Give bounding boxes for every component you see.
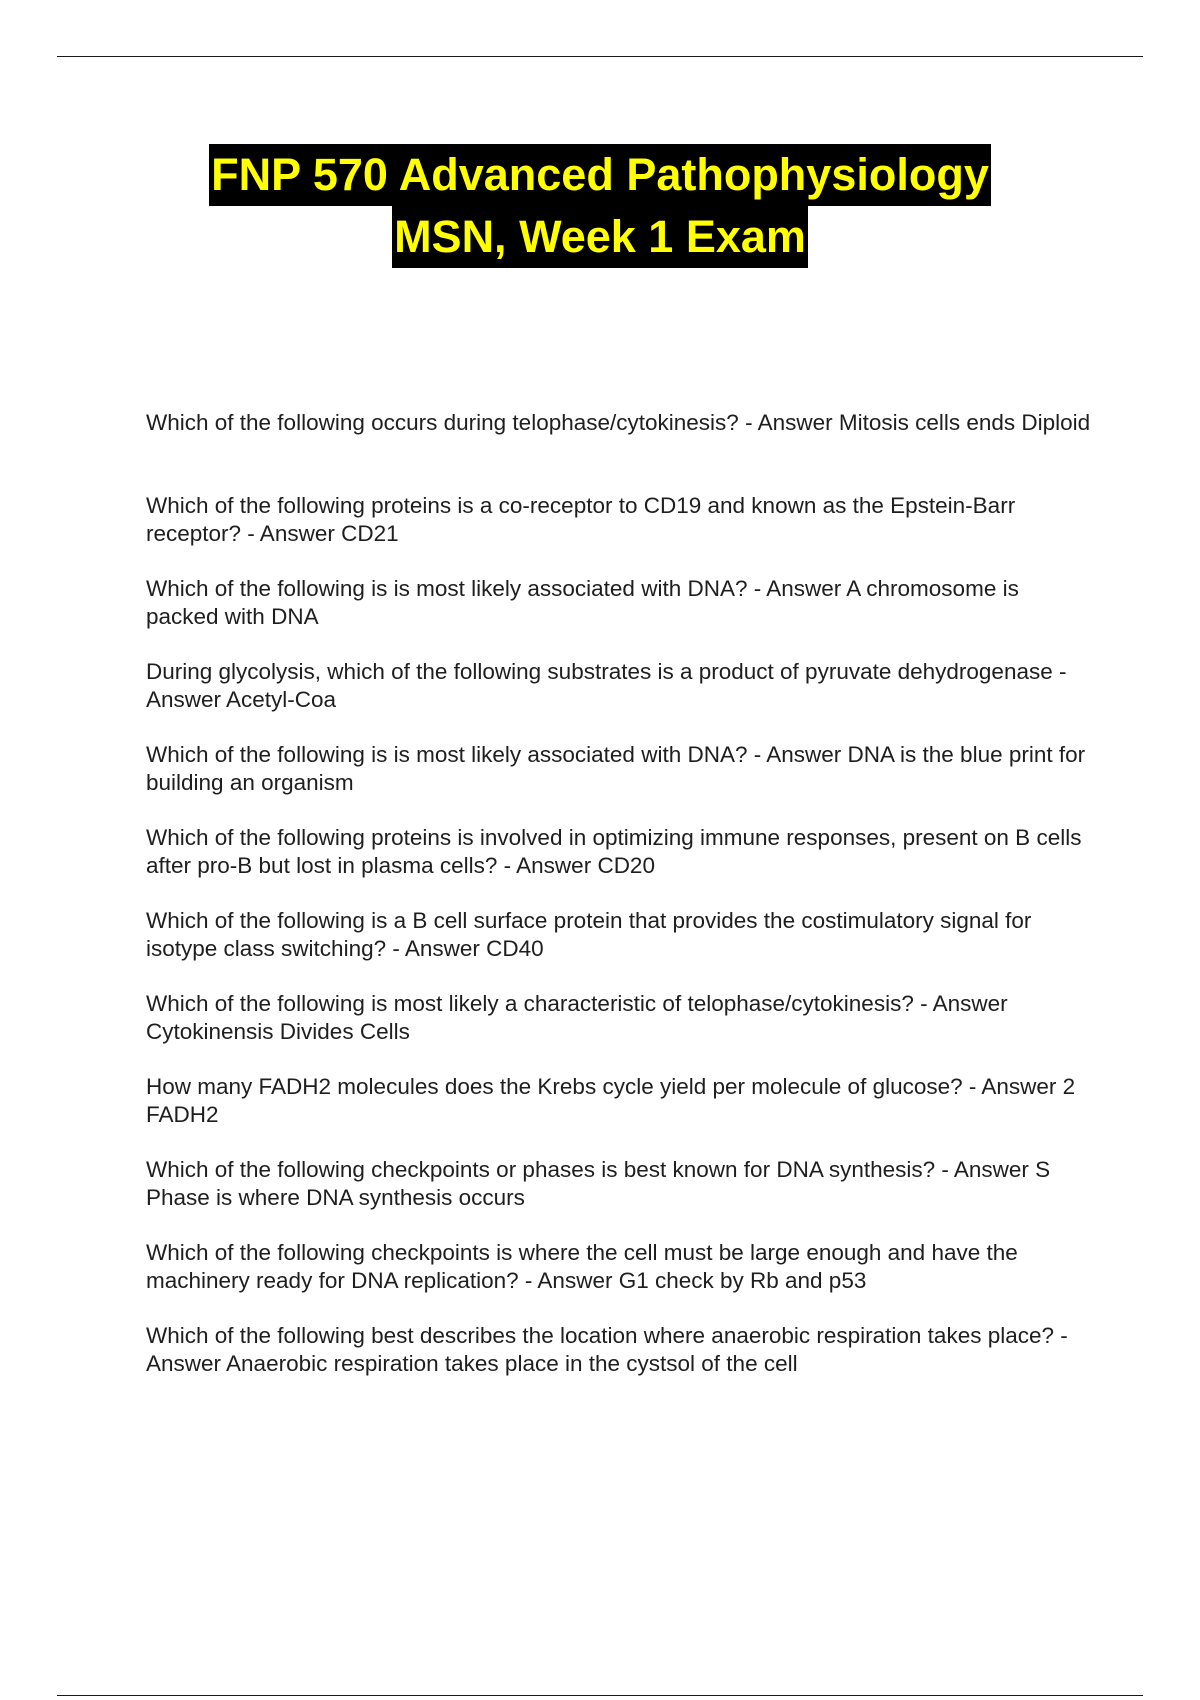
qa-item: Which of the following occurs during telophase/cytokinesis? - Answer Mitosis cells ends Diploid xyxy=(146,410,1091,435)
bottom-rule xyxy=(57,1695,1143,1696)
qa-item: Which of the following checkpoints or phases is best known for DNA synthesis? - Answer S Phase is where DNA synthesis occurs xyxy=(146,1157,1051,1210)
document-title xyxy=(0,144,1200,268)
qa-item: Which of the following is a B cell surface protein that provides the costimulatory signal for isotype class switching? - Answer CD40 xyxy=(146,908,1032,961)
qa-item: Which of the following is most likely a characteristic of telophase/cytokinesis? - Answer Cytokinensis Divides Cells xyxy=(146,991,1008,1044)
top-rule xyxy=(57,56,1143,57)
qa-item: Which of the following checkpoints is where the cell must be large enough and have the machinery ready for DNA replication? - Answer G1 check by Rb and p53 xyxy=(146,1240,1018,1293)
qa-item: Which of the following proteins is a co-receptor to CD19 and known as the Epstein-Barr receptor? - Answer CD21 xyxy=(146,493,1016,546)
qa-item: Which of the following best describes the location where anaerobic respiration takes place? - Answer Anaerobic respiration takes place in the cystsol of the cell xyxy=(146,1323,1068,1376)
qa-item: Which of the following is is most likely associated with DNA? - Answer A chromosome is packed with DNA xyxy=(146,576,1019,629)
question-answer-list xyxy=(146,409,1096,1405)
qa-item: How many FADH2 molecules does the Krebs cycle yield per molecule of glucose? - Answer 2 FADH2 xyxy=(146,1074,1076,1127)
qa-item: During glycolysis, which of the following substrates is a product of pyruvate dehydrogenase - Answer Acetyl-Coa xyxy=(146,659,1067,712)
title-line-2: MSN, Week 1 Exam xyxy=(392,206,808,268)
title-line-1: FNP 570 Advanced Pathophysiology xyxy=(209,144,991,206)
qa-item: Which of the following is is most likely associated with DNA? - Answer DNA is the blue print for building an organism xyxy=(146,742,1086,795)
qa-item: Which of the following proteins is involved in optimizing immune responses, present on B cells after pro-B but lost in plasma cells? - Answer CD20 xyxy=(146,825,1082,878)
